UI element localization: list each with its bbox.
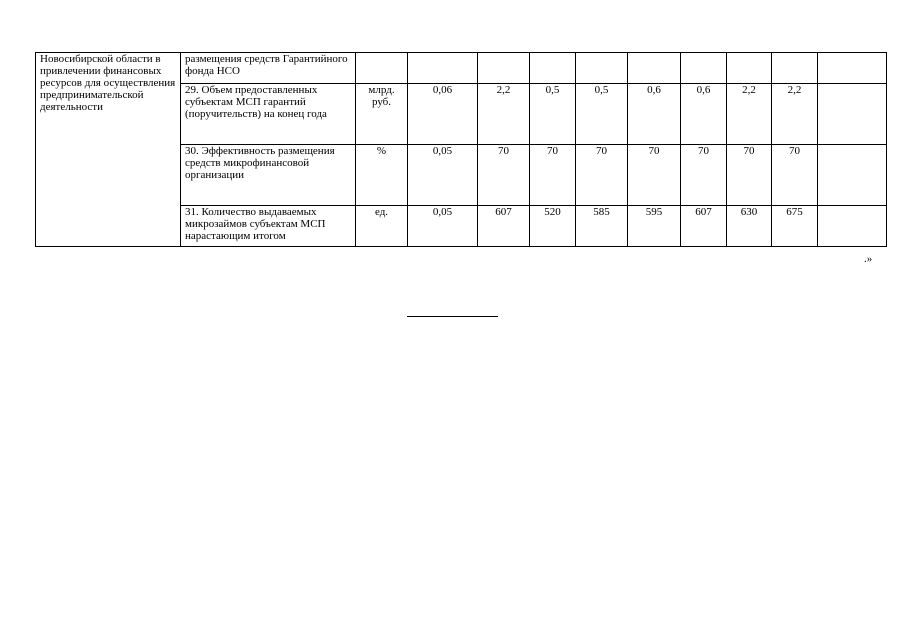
goal-cell: Новосибирской области в привлечении финансовых ресурсов для осуществления предпринимательской деятельности bbox=[36, 53, 181, 247]
value-cell: 70 bbox=[681, 145, 727, 206]
value-cell bbox=[818, 53, 887, 84]
value-cell: 70 bbox=[478, 145, 530, 206]
indicator-cell: размещения средств Гарантийного фонда НСО bbox=[181, 53, 356, 84]
value-cell: 70 bbox=[727, 145, 772, 206]
value-cell: 0,05 bbox=[408, 206, 478, 247]
value-cell: 675 bbox=[772, 206, 818, 247]
value-cell bbox=[818, 206, 887, 247]
value-cell bbox=[681, 53, 727, 84]
value-cell: 0,6 bbox=[628, 84, 681, 145]
indicator-cell: 29. Объем предоставленных субъектам МСП гарантий (поручительств) на конец года bbox=[181, 84, 356, 145]
value-cell: 0,06 bbox=[408, 84, 478, 145]
value-cell bbox=[818, 84, 887, 145]
value-cell: 520 bbox=[530, 206, 576, 247]
value-cell: 595 bbox=[628, 206, 681, 247]
unit-cell: млрд. руб. bbox=[356, 84, 408, 145]
indicator-cell: 31. Количество выдаваемых микрозаймов субъектам МСП нарастающим итогом bbox=[181, 206, 356, 247]
value-cell bbox=[727, 53, 772, 84]
value-cell bbox=[478, 53, 530, 84]
value-cell bbox=[408, 53, 478, 84]
value-cell bbox=[772, 53, 818, 84]
value-cell: 0,5 bbox=[530, 84, 576, 145]
unit-cell: % bbox=[356, 145, 408, 206]
value-cell bbox=[530, 53, 576, 84]
value-cell: 630 bbox=[727, 206, 772, 247]
value-cell: 0,5 bbox=[576, 84, 628, 145]
value-cell: 70 bbox=[772, 145, 818, 206]
closing-quote-mark: .» bbox=[864, 253, 873, 265]
value-cell: 0,6 bbox=[681, 84, 727, 145]
footer-separator-line bbox=[407, 316, 498, 317]
value-cell: 585 bbox=[576, 206, 628, 247]
value-cell bbox=[818, 145, 887, 206]
indicator-cell: 30. Эффективность размещения средств микрофинансовой организации bbox=[181, 145, 356, 206]
value-cell: 0,05 bbox=[408, 145, 478, 206]
unit-cell: ед. bbox=[356, 206, 408, 247]
value-cell bbox=[576, 53, 628, 84]
value-cell: 2,2 bbox=[772, 84, 818, 145]
value-cell: 70 bbox=[628, 145, 681, 206]
value-cell: 2,2 bbox=[727, 84, 772, 145]
value-cell: 70 bbox=[576, 145, 628, 206]
unit-cell bbox=[356, 53, 408, 84]
value-cell: 2,2 bbox=[478, 84, 530, 145]
value-cell bbox=[628, 53, 681, 84]
table-row bbox=[36, 53, 887, 84]
value-cell: 607 bbox=[681, 206, 727, 247]
value-cell: 70 bbox=[530, 145, 576, 206]
indicators-table bbox=[35, 52, 887, 247]
value-cell: 607 bbox=[478, 206, 530, 247]
